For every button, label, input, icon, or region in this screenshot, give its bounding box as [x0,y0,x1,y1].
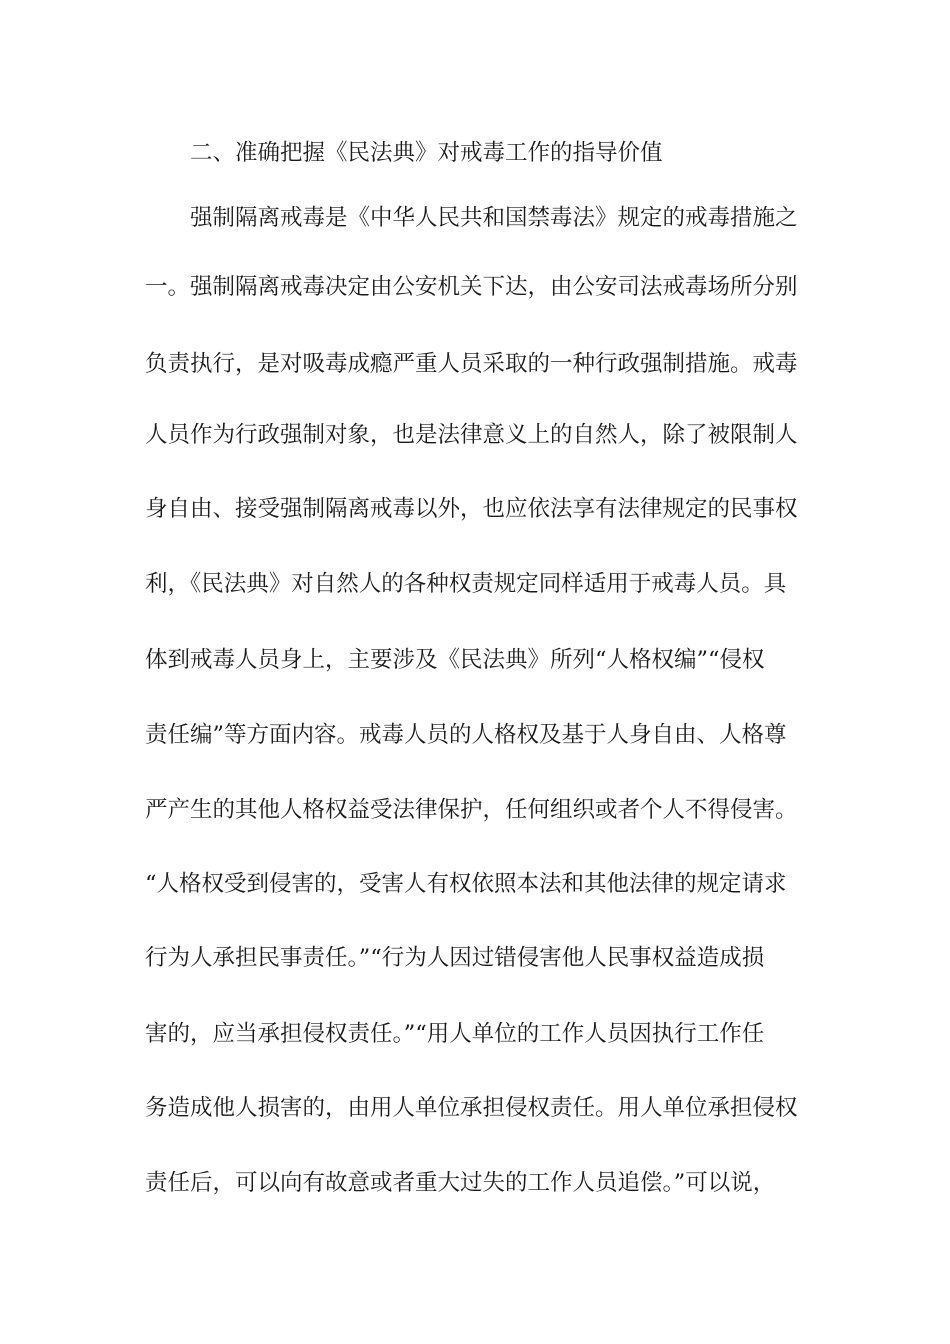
paragraph-line: 体到戒毒人员身上，主要涉及《民法典》所列“人格权编”“侵权 [145,647,765,673]
paragraph-line: 务造成他人损害的，由用人单位承担侵权责任。用人单位承担侵权 [145,1095,798,1121]
paragraph-line: 人员作为行政强制对象，也是法律意义上的自然人，除了被限制人 [145,422,798,448]
paragraph-line: 严产生的其他人格权益受法律保护，任何组织或者个人不得侵害。 [145,797,798,823]
paragraph-line: 责任编”等方面内容。戒毒人员的人格权及基于人身自由、人格尊 [145,722,787,748]
paragraph-line: 害的，应当承担侵权责任。”“用人单位的工作人员因执行工作任 [145,1021,765,1047]
paragraph-line: “人格权受到侵害的，受害人有权依照本法和其他法律的规定请求 [145,871,787,897]
paragraph-line: 责任后，可以向有故意或者重大过失的工作人员追偿。”可以说， [145,1170,776,1196]
paragraph-line: 一。强制隔离戒毒决定由公安机关下达，由公安司法戒毒场所分别 [145,274,798,300]
paragraph-line: 利，《民法典》对自然人的各种权责规定同样适用于戒毒人员。具 [145,571,787,597]
paragraph-line: 行为人承担民事责任。”“行为人因过错侵害他人民事权益造成损 [145,945,765,971]
section-heading: 二、准确把握《民法典》对戒毒工作的指导价值 [190,140,663,166]
paragraph-line: 负责执行，是对吸毒成瘾严重人员采取的一种行政强制措施。戒毒 [145,351,798,377]
paragraph-line: 强制隔离戒毒是《中华人民共和国禁毒法》规定的戒毒措施之 [190,205,798,231]
paragraph-line: 身自由、接受强制隔离戒毒以外，也应依法享有法律规定的民事权 [145,496,798,522]
